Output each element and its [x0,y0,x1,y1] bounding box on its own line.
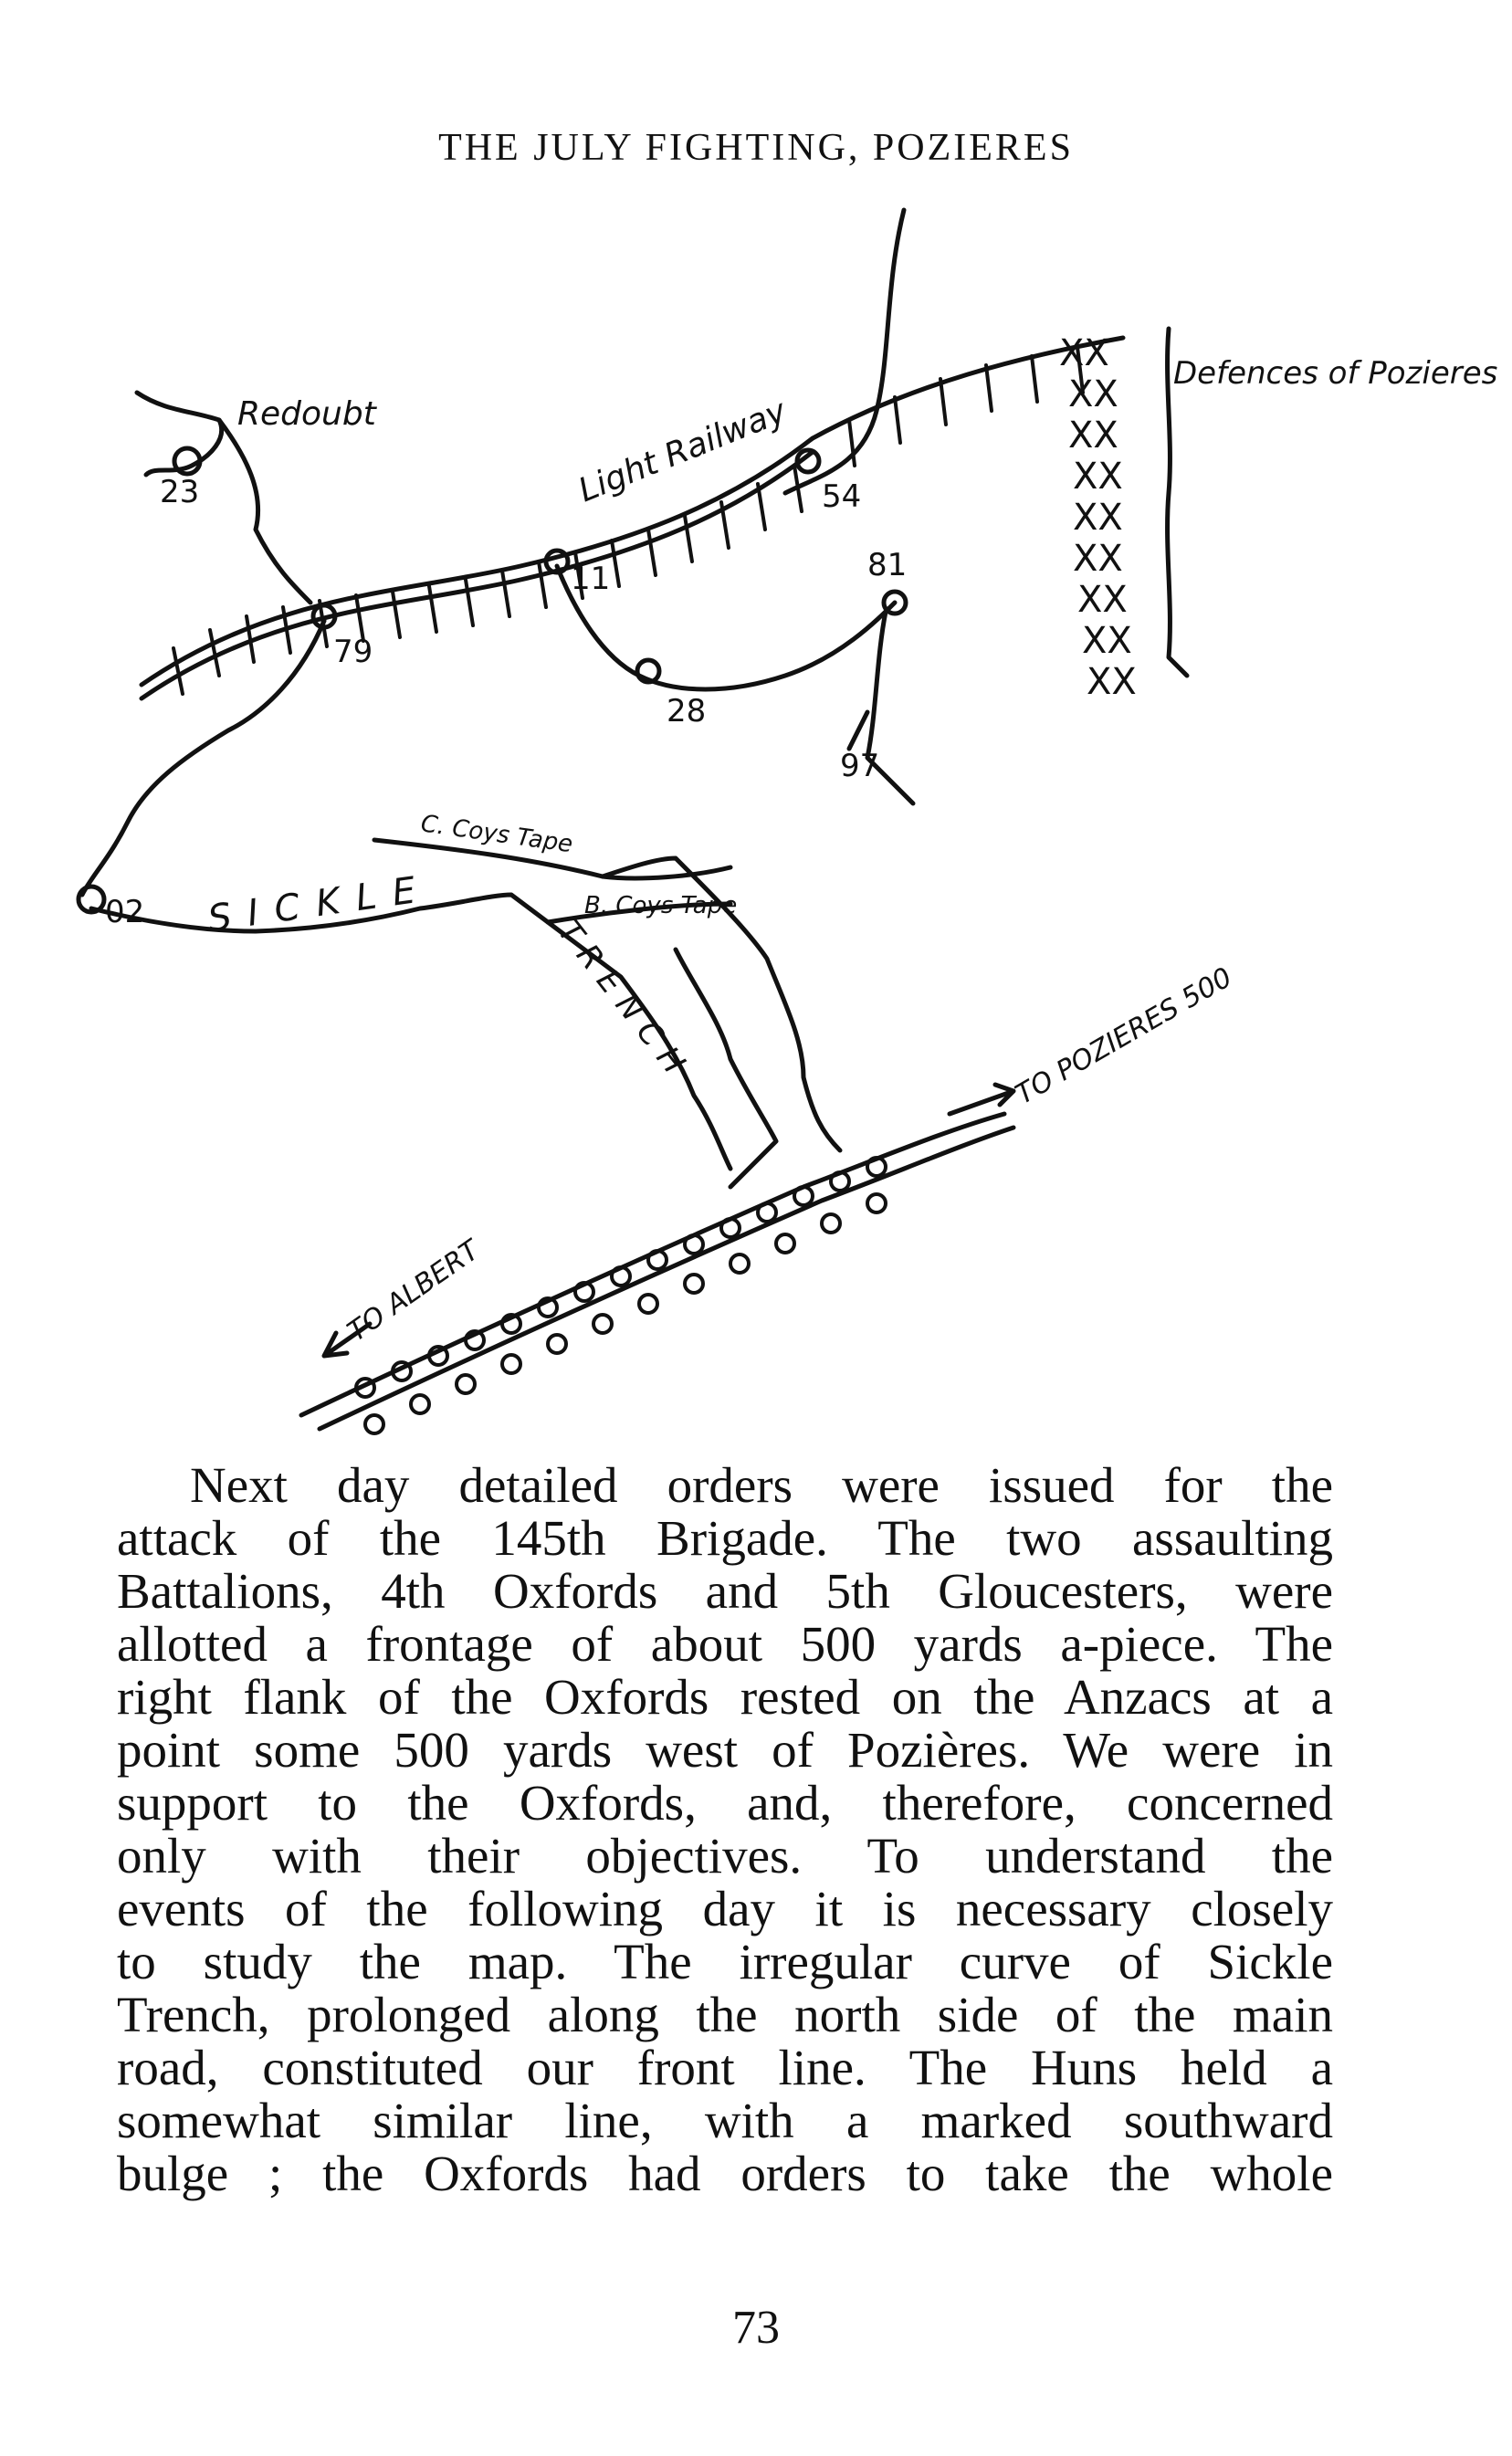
map-point-label-23: 23 [160,474,200,510]
running-head: THE JULY FIGHTING, POZIERES [438,127,1074,169]
map-main-road [301,1114,1004,1415]
body-line: allotted a frontage of about 500 yards a-piece. The [117,1616,1333,1672]
map-label-b-coys-tape: B. Coys Tape [584,892,738,919]
map-label-to-pozieres: TO POZIERES 500 [1010,961,1238,1111]
svg-text:XX: XX [1087,661,1137,703]
body-line: to study the map. The irregular curve of Sickle [117,1934,1333,1989]
map-label-to-albert: TO ALBERT [341,1233,486,1349]
map-point-label-81: 81 [867,547,908,583]
map-label-trench: TRENCH [550,913,699,1090]
body-line: road, constituted our front line. The Huns held a [117,2040,1333,2095]
body-line: somewhat similar line, with a marked southward [117,2093,1333,2148]
body-line: Next day detailed orders were issued for the [190,1457,1333,1513]
map-point-label-28: 28 [667,693,707,729]
svg-text:XX: XX [1082,620,1132,662]
svg-text:XX: XX [1073,497,1123,539]
trench-map [91,201,1498,1461]
map-label-sickle: SICKLE [205,866,435,940]
map-redoubt-trench [137,393,222,475]
map-label-c-coys-tape: C. Coys Tape [419,810,575,859]
svg-text:XX: XX [1068,373,1118,415]
body-line: point some 500 yards west of Pozières. We were in [117,1722,1333,1778]
body-line: support to the Oxfords, and, therefore, concerned [117,1775,1333,1831]
body-line: Battalions, 4th Oxfords and 5th Gloucesters, were [117,1563,1333,1619]
page-number: 73 [732,2302,780,2354]
map-label-defences: Defences of Pozieres [1173,355,1498,392]
map-label-light-railway: Light Railway [573,392,792,510]
map-label-redoubt: Redoubt [237,395,376,433]
map-point-label-11: 11 [571,561,611,597]
body-line: bulge ; the Oxfords had orders to take the whole [117,2146,1333,2201]
map-point-label-54: 54 [822,478,862,515]
to-pozieres-arrow [950,1085,1013,1114]
body-line: events of the following day it is necessary closely [117,1881,1333,1936]
body-line: attack of the 145th Brigade. The two assaulting [117,1510,1333,1566]
body-line: right flank of the Oxfords rested on the Anzacs at a [117,1669,1333,1725]
body-line: only with their objectives. To understand the [117,1828,1333,1884]
map-point-label-02: 02 [105,894,145,930]
body-line: Trench, prolonged along the north side of the main [117,1987,1333,2042]
svg-text:XX: XX [1077,579,1128,621]
map-point-label-79: 79 [333,634,373,670]
svg-text:XX: XX [1073,538,1123,580]
defence-mark: XX [1059,332,1109,374]
map-point-label-97: 97 [840,748,880,784]
svg-text:XX: XX [1073,456,1123,498]
svg-text:XX: XX [1068,415,1118,457]
body-paragraph [117,1459,1333,2200]
